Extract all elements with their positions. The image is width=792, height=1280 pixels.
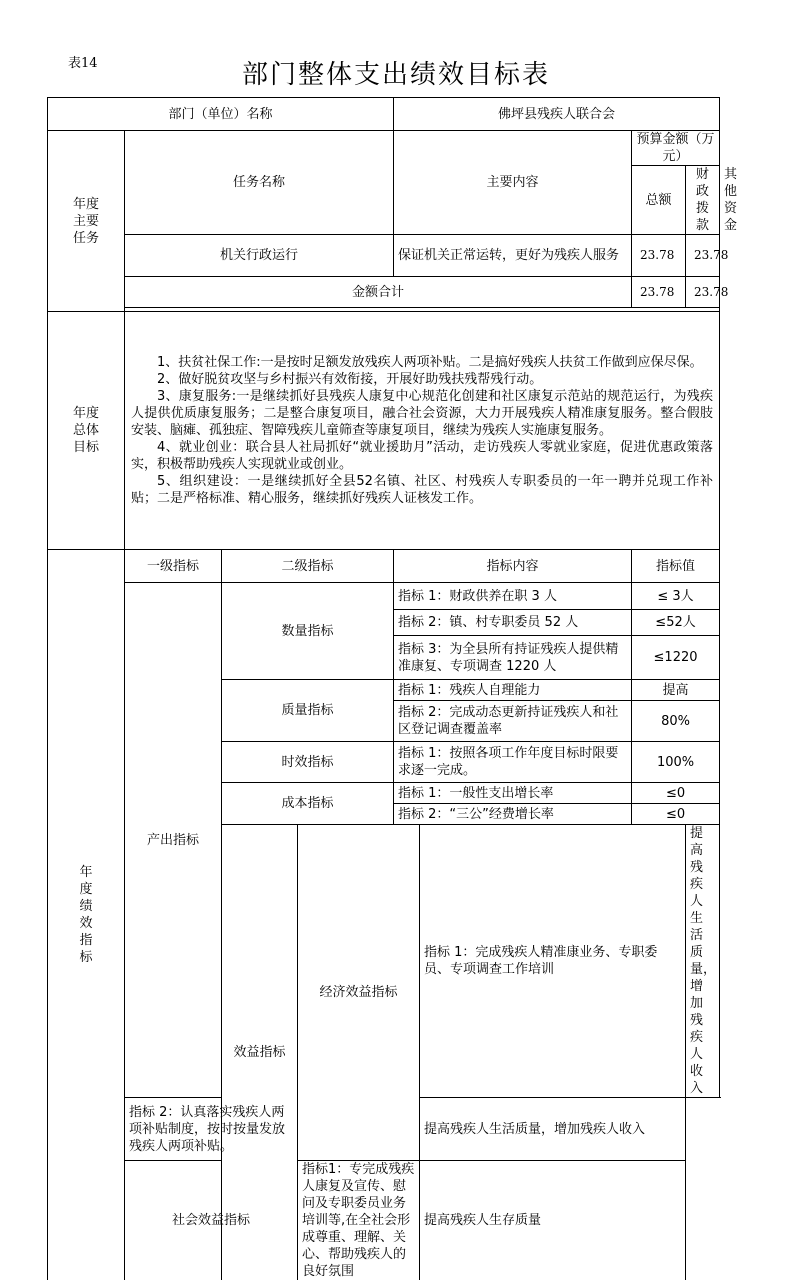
indicator-row — [48, 1161, 720, 1280]
indicator-value: ≤0 — [632, 783, 720, 804]
department-value: 佛坪县残疾人联合会 — [394, 98, 720, 131]
indicator-value: 提高残疾人生活质量，增加残疾人收入 — [420, 1098, 686, 1161]
total-header: 总额 — [632, 166, 686, 235]
quantity-indicator: 数量指标 — [222, 583, 394, 680]
fiscal-header: 财政拨 款 — [686, 166, 720, 235]
quality-indicator: 质量指标 — [222, 680, 394, 742]
department-label: 部门（单位）名称 — [48, 98, 394, 131]
indicator-value: 提高残疾人生存质量 — [420, 1161, 686, 1280]
indicator-content: 指标 1：完成残疾人精准康业务、专职委员、专项调查工作培训 — [420, 825, 686, 1098]
indicator-value: 提高 — [632, 680, 720, 701]
annual-tasks-label: 年度 主要 任务 — [48, 131, 125, 312]
budget-header: 预算金额（万元） — [632, 131, 720, 166]
timeliness-indicator: 时效指标 — [222, 742, 394, 783]
main-content-header: 主要内容 — [394, 131, 632, 235]
economic-indicator: 经济效益指标 — [298, 825, 420, 1161]
indicator-content: 指标 1：一般性支出增长率 — [394, 783, 632, 804]
table-number: 表14 — [68, 52, 98, 71]
indicator-value: ≤0 — [632, 804, 720, 825]
indicator-content: 指标 2：镇、村专职委员 52 人 — [394, 610, 632, 636]
indicator-content: 指标 3：为全县所有持证残疾人提供精准康复、专项调查 1220 人 — [394, 636, 632, 680]
cost-indicator: 成本指标 — [222, 783, 394, 825]
overall-goals-text — [125, 312, 720, 550]
sum-fiscal: 23.78 — [686, 277, 720, 308]
overall-goals-label: 年度 总体 目标 — [48, 312, 125, 550]
task-name-header: 任务名称 — [125, 131, 394, 235]
value-header: 指标值 — [632, 550, 720, 583]
indicator-content: 指标 1：残疾人自理能力 — [394, 680, 632, 701]
indicator-content: 指标 1：按照各项工作年度目标时限要求逐一完成。 — [394, 742, 632, 783]
department-row — [48, 98, 720, 131]
indicator-value: 100% — [632, 742, 720, 783]
indicator-value: ≤ 3人 — [632, 583, 720, 610]
indicator-value: ≤1220 — [632, 636, 720, 680]
indicator-value: ≤52人 — [632, 610, 720, 636]
task-name: 机关行政运行 — [125, 235, 394, 277]
goal-paragraph: 4、就业创业：联合县人社局抓好“就业援助月”活动，走访残疾人零就业家庭，促进优惠政策落实，积极帮助残疾人实现就业或创业。 — [131, 439, 713, 473]
goal-paragraph: 2、做好脱贫攻坚与乡村振兴有效衔接，开展好助残扶残帮残行动。 — [131, 371, 713, 388]
indicator-content: 指标 1：财政供养在职 3 人 — [394, 583, 632, 610]
indicator-row — [48, 583, 720, 610]
goal-paragraph: 3、康复服务:一是继续抓好县残疾人康复中心规范化创建和社区康复示范站的规范运行，为残疾人提供优质康复服务；二是整合康复项目，融合社会资源，大力开展残疾人精准康复服务。整合假肢安装、脑瘫、孤独症、智障残疾儿童筛查等康复项目，继续为残疾人实施康复服务。 — [131, 388, 713, 439]
indicators-header-row — [48, 550, 720, 583]
benefit-indicator: 效益指标 — [222, 825, 298, 1280]
tasks-header-row — [48, 131, 720, 166]
overall-goals-row — [48, 312, 720, 550]
performance-table — [47, 97, 720, 1280]
indicator-value: 提高残疾人生活质量，增加残疾人收入 — [686, 825, 720, 1098]
task-fiscal: 23.78 — [686, 235, 720, 277]
budget-subheader-row: 总额 财政拨 款 其他 资金 — [48, 166, 720, 235]
output-indicator: 产出指标 — [125, 583, 222, 1098]
indicator-value: 80% — [632, 701, 720, 742]
sum-row — [48, 277, 720, 308]
social-indicator: 社会效益指标 — [125, 1161, 298, 1280]
goal-paragraph: 1、扶贫社保工作:一是按时足额发放残疾人两项补贴。二是搞好残疾人扶贫工作做到应保尽保。 — [131, 354, 713, 371]
indicator-content: 指标 2：完成动态更新持证残疾人和社区登记调查覆盖率 — [394, 701, 632, 742]
task-total: 23.78 — [632, 235, 686, 277]
goal-paragraph: 5、组织建设：一是继续抓好全县52名镇、社区、村残疾人专职委员的一年一聘并兑现工作补贴；二是严格标准、精心服务，继续抓好残疾人证核发工作。 — [131, 473, 713, 507]
content-header: 指标内容 — [394, 550, 632, 583]
task-content: 保证机关正常运转，更好为残疾人服务 — [394, 235, 632, 277]
indicator-content: 指标 2：认真落实残疾人两项补贴制度，按时按量发放残疾人两项补贴。 — [125, 1098, 298, 1161]
task-row — [48, 235, 720, 277]
indicators-label: 年 度 绩 效 指 标 — [48, 550, 125, 1280]
indicator-content: 指标1：专完成残疾人康复及宣传、慰问及专职委员业务培训等,在全社会形成尊重、理解、关心、帮助残疾人的良好氛围 — [298, 1161, 420, 1280]
level1-header: 一级指标 — [125, 550, 222, 583]
indicator-content: 指标 2：“三公”经费增长率 — [394, 804, 632, 825]
sum-total: 23.78 — [632, 277, 686, 308]
level2-header: 二级指标 — [222, 550, 394, 583]
page-title: 部门整体支出绩效目标表 — [0, 54, 792, 91]
sum-label: 金额合计 — [125, 277, 632, 308]
